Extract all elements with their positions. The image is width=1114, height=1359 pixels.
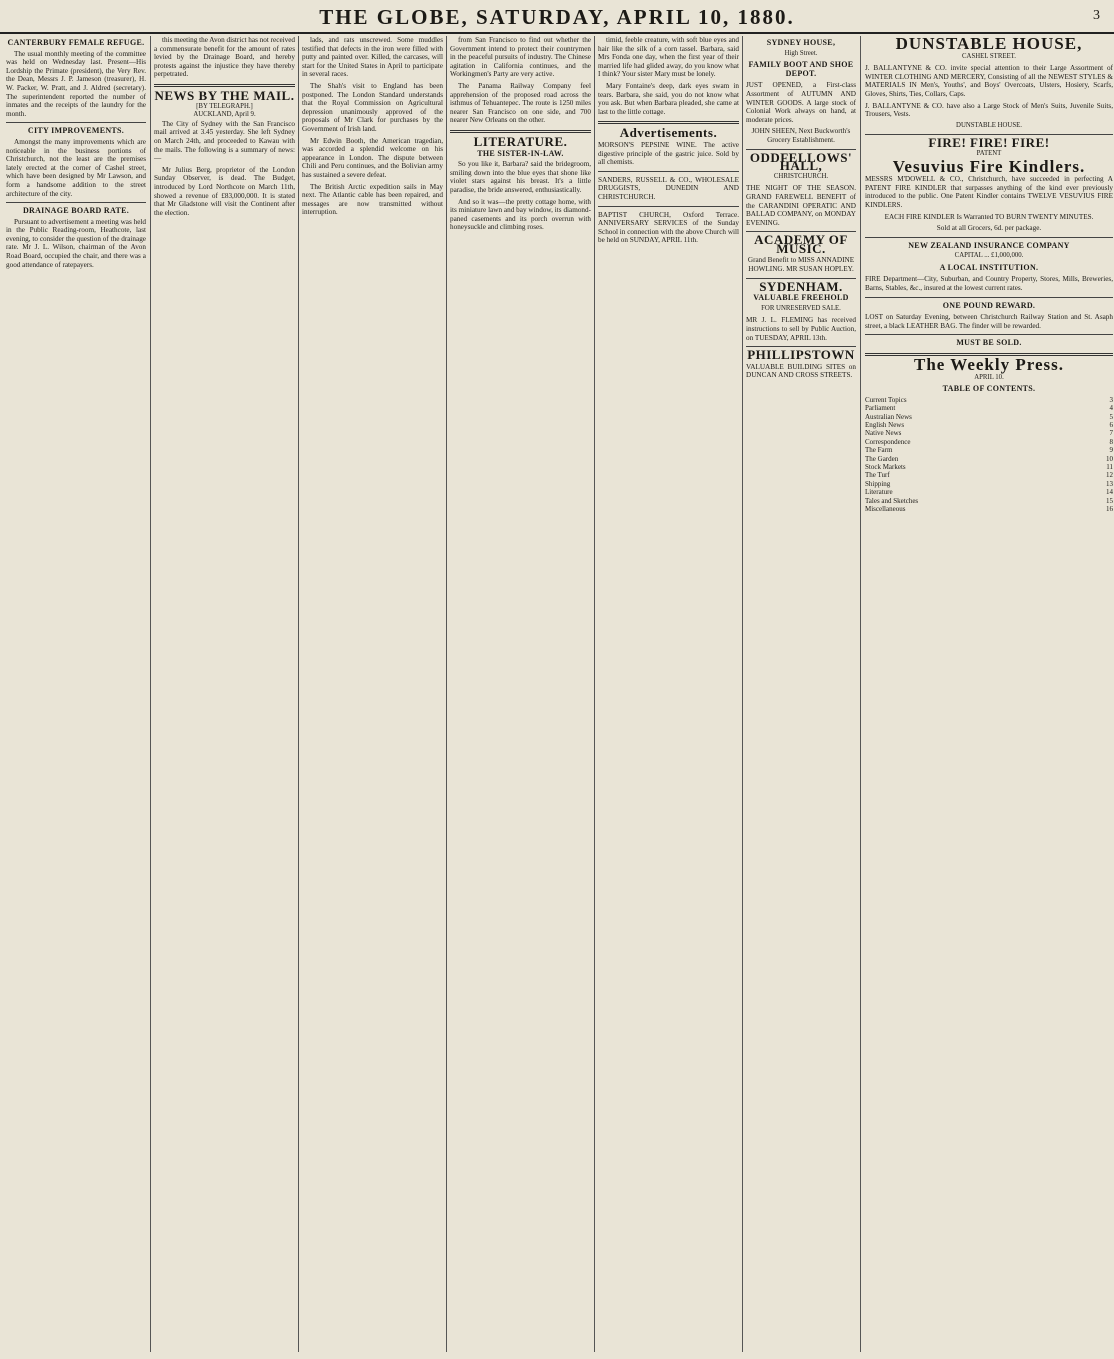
ad-heading-academy-music: ACADEMY OF MUSIC. [754,232,848,256]
toc-page: 12 [1106,471,1113,480]
ad-heading-sydenham: SYDENHAM. [759,278,843,294]
ad-body: MR J. L. FLEMING has received instructions to sell by Public Auction, on TUESDAY, APRIL 13th. [746,316,856,342]
toc-title: Miscellaneous [865,505,906,514]
toc-page: 4 [1109,404,1113,413]
divider [154,84,295,87]
heading-weekly-press: The Weekly Press. [913,355,1064,375]
ad-heading-reward: ONE POUND REWARD. [942,300,1036,310]
ad-heading-sydney-house: SYDNEY HOUSE, [766,38,836,47]
divider [865,334,1113,335]
ad-morsons-pepsine: MORSON'S PEPSINE WINE. The active digestive principle of the gastric juice. Sold by all chemists. [598,140,739,167]
toc-page: 11 [1106,463,1113,472]
toc-title: Tales and Sketches [865,496,919,505]
toc-title: English News [865,421,905,430]
ad-subheading: CASHEL STREET. [962,52,1016,60]
story-title: THE SISTER-IN-LAW. [477,148,564,158]
divider [865,297,1113,298]
heading-female-refuge: CANTERBURY FEMALE REFUGE. [7,38,145,47]
ad-heading-valuable-freehold: VALUABLE FREEHOLD [753,293,849,303]
ad-body: J. BALLANTYNE & CO. have also a Large Stock of Men's Suits, Juvenile Suits, Trousers, Vests. [865,101,1113,119]
story-paragraph: So you like it, Barbara? said the bridegroom, smiling down into the blue eyes that shone like violet stars against his breast. It's a little paradise, the bride answered, enthusiastically. [450,160,591,194]
toc-page: 9 [1109,446,1113,455]
ad-subheading: High Street. [784,49,818,57]
heading-city-improvements: CITY IMPROVEMENTS. [27,126,125,136]
ad-body: EACH FIRE KINDLER Is Warranted TO BURN TWENTY MINUTES. [884,212,1094,221]
divider [598,206,739,207]
toc-title: Current Topics [865,395,907,404]
column-2 [150,36,295,1352]
toc-page: 3 [1109,395,1113,404]
article-city-text: Amongst the many improvements which are noticeable in the business portions of Christchurch, not the least are the premises lately erected at the corner of Cashel street, which have been designed by Mr Lawson, and form a handsome addition to the street architecture of the city. [6,137,146,198]
toc-row [865,429,1113,437]
ad-heading-dunstable-house: DUNSTABLE HOUSE, [895,36,1083,53]
news-paragraph: lads, and rats unscrewed. Some muddles testified that defects in the iron were filled with putty and painted over. Killed, the carcases, will start for the United States in April to participate in several races. [302,36,443,79]
heading-drainage-rate: DRAINAGE BOARD RATE. [22,206,130,216]
toc-row [865,421,1113,429]
ad-heading-vesuvius: Vesuvius Fire Kindlers. [892,156,1086,176]
divider [598,171,739,172]
ad-body: THE NIGHT OF THE SEASON. GRAND FAREWELL BENEFIT of the CARANDINI OPERATIC AND BALLAD COMPANY, on MONDAY EVENING. [746,184,856,227]
masthead [0,0,1114,34]
dateline: AUCKLAND, April 9. [193,111,256,119]
toc-row [865,488,1113,496]
ad-subheading: DUNSTABLE HOUSE. [956,121,1022,129]
ad-heading-local-institution: A LOCAL INSTITUTION. [939,262,1039,272]
divider [865,237,1113,238]
ad-sanders-russell: SANDERS, RUSSELL & CO., WHOLESALE DRUGGISTS, DUNEDIN AND CHRISTCHURCH. [598,175,739,201]
article-avon-text: this meeting the Avon district has not received a commensurate benefit for the amount of rates levied by the Drainage Board, and hereby protests against the injustice they have thereby perpetrated. [154,36,295,79]
column-4 [446,36,591,1352]
news-paragraph: The Panama Railway Company feel apprehension of the proposed road across the isthmus of Tehuantepec. The route is 1250 miles nearer San Francisco on one side, and 700 nearer New Orleans on the other. [450,81,591,125]
toc-page: 13 [1106,479,1113,488]
telegraph-label: [BY TELEGRAPH.] [196,102,253,110]
ad-body: MESSRS M'DOWELL & CO., Christchurch, have succeeded in perfecting A PATENT FIRE KINDLER that surpasses anything of the kind ever previously introduced to the public. One Patent Kindler contains TWELVE VESUVIUS FIRE KINDLERS. [865,175,1113,209]
divider [6,202,146,203]
news-paragraph: The British Arctic expedition sails in May next. The Atlantic cable has been repaired, and messages are now transmitted without interruption. [302,182,443,217]
ad-heading-fire: FIRE! FIRE! FIRE! [928,135,1050,151]
toc-title: Correspondence [865,437,911,446]
toc-title: The Farm [865,446,893,455]
toc-title: Shipping [865,479,891,488]
toc-page: 10 [1106,454,1113,463]
article-mail-summary: Mr Julius Berg, proprietor of the London Sunday Observer, is dead. The Budget, introduced by Lord Northcote on March 11th, showed a revenue of £83,000,000. It is stated that Mr Gladstone will visit the Continent after the election. [154,165,295,217]
ad-subheading: CHRISTCHURCH. [773,172,829,180]
ad-body: JUST OPENED, a First-class Assortment of AUTUMN AND WINTER GOODS. A large stock of Colonial Work always on hand, at moderate prices. [746,81,856,124]
story-paragraph: Mary Fontaine's deep, dark eyes swam in tears. Barbara, she said, you do not know what you ask. But when Barbara pleaded, she came at last to the little cottage. [598,81,739,116]
ad-subheading: CAPITAL ... £1,000,000. [954,252,1024,260]
toc-row [865,438,1113,446]
ad-heading-must-be-sold: MUST BE SOLD. [956,338,1022,348]
divider [450,130,591,133]
ad-body: JOHN SHEEN, Next Buckworth's Grocery Establishment. [751,127,851,144]
toc-page: 6 [1109,421,1113,430]
page-number: 3 [1093,8,1100,23]
ad-body: J. BALLANTYNE & CO. invite special attention to their Large Assortment of WINTER CLOTHING AND MERCERY, Consisting of all the NEWEST STYLES & MATERIALS IN Men's, Youths', and Boys' Overcoats, Ulsters, Hosiery, Scarfs, Gloves, Shirts, Ties, Collars, Caps. [865,64,1113,98]
toc-row [865,404,1113,412]
ad-heading-insurance: NEW ZEALAND INSURANCE COMPANY [908,240,1070,250]
divider [6,122,146,123]
ad-body: Sold at all Grocers, 6d. per package. [936,224,1042,233]
story-paragraph: And so it was—the pretty cottage home, with its miniature lawn and bay window, its diamond-paned casements and its porch overrun with honeysuckle and climbing roses. [450,197,591,232]
masthead-title: THE GLOBE, SATURDAY, APRIL 10, 1880. [319,5,795,29]
toc-row [865,497,1113,505]
divider [598,121,739,124]
news-paragraph: from San Francisco to find out whether the Government intend to protect their countrymen in the peaceful pursuits of industry. The Chinese agitation in California continues, and the Workingmen's Party are very active. [450,36,591,79]
toc-row [865,471,1113,479]
story-paragraph: timid, feeble creature, with soft blue eyes and hair like the silk of a corn tassel. Barbara, said Mrs Fonda one day, when the first year of their married life had glided away, do you know what I think? Your sister Mary must be lonely. [598,36,739,79]
toc-title: Stock Markets [865,463,906,472]
toc-title: Literature [865,488,893,497]
heading-literature: LITERATURE. [473,133,568,149]
toc-row [865,413,1113,421]
toc-page: 15 [1106,496,1113,505]
ad-heading-phillipstown: PHILLIPSTOWN [747,347,855,363]
toc-page: 8 [1109,437,1113,446]
heading-table-of-contents: TABLE OF CONTENTS. [942,384,1036,394]
toc-row [865,480,1113,488]
ad-subheading: PATENT [976,149,1002,157]
ad-subheading: FOR UNRESERVED SALE. [761,304,841,312]
column-6 [742,36,856,1352]
toc-title: The Turf [865,471,890,480]
toc-title: The Garden [865,454,899,463]
article-mail-intro: The City of Sydney with the San Francisco mail arrived at 3.45 yesterday. She left Sydney on March 24th, and proceeded to Kawau with the mails. The following is a summary of news:— [154,119,295,163]
news-paragraph: Mr Edwin Booth, the American tragedian, was accorded a splendid welcome on his appearance in London. The dispute between Chili and Peru continues, and the Bolivian army has sustained a severe defeat. [302,136,443,179]
heading-advertisements: Advertisements. [619,125,718,141]
toc-title: Native News [865,429,902,438]
ad-baptist-church: BAPTIST CHURCH, Oxford Terrace. ANNIVERSARY SERVICES of the Sunday School in connection with the above Church will be held on SUNDAY, APRIL 11th. [598,210,739,245]
ad-subheading: APRIL 10. [974,373,1004,381]
column-7 [860,36,1113,1352]
column-5 [594,36,739,1352]
toc-row [865,396,1113,404]
news-paragraph: The Shah's visit to England has been postponed. The London Standard understands that the Royal Commission on Agricultural depression unanimously approved of the proposals of Mr Clark for purchases by the Government of Irish land. [302,81,443,133]
toc-title: Australian News [865,412,912,421]
article-refuge-text: The usual monthly meeting of the committee was held on Wednesday last. Present—His Lordship the Primate (president), the Very Rev. the Dean, Messrs J. P. Jameson (treasurer), H. W. Packer, W. Pratt, and J. Aldred (secretary). The superintendent reported the number of inmates and the receipts of the laundry for the month. [6,49,146,118]
toc-page: 16 [1106,505,1113,514]
table-of-contents [865,396,1113,514]
ad-body: LOST on Saturday Evening, between Christchurch Railway Station and St. Asaph street, a black LEATHER BAG. The finder will be rewarded. [865,313,1113,330]
heading-news-by-mail: NEWS BY THE MAIL. [154,87,295,103]
toc-row [865,446,1113,454]
toc-row [865,463,1113,471]
toc-page: 5 [1109,412,1113,421]
ad-body: FIRE Department—City, Suburban, and Country Property, Stores, Mills, Breweries, Barns, Stables, &c., insured at the lowest current rates. [865,275,1113,293]
toc-row [865,455,1113,463]
toc-page: 7 [1109,429,1113,438]
article-drainage-text: Pursuant to advertisement a meeting was held in the Public Reading-room, Heathcote, last evening, to consider the question of the drainage rate. Mr J. L. Wilson, chairman of the Avon Road Board, occupied the chair, and there was a good attendance of ratepayers. [6,217,146,269]
toc-row [865,505,1113,513]
column-1 [6,36,146,1352]
ad-body: VALUABLE BUILDING SITES on DUNCAN AND CROSS STREETS. [746,362,856,380]
ad-body: Grand Benefit to MISS ANNADINE HOWLING. MR SUSAN HOPLEY. [747,256,855,274]
toc-page: 14 [1106,488,1113,497]
column-3 [298,36,443,1352]
ad-heading-boot-depot: FAMILY BOOT AND SHOE DEPOT. [748,60,854,78]
toc-title: Parliament [865,404,896,413]
ad-heading-oddfellows-hall: ODDFELLOWS' HALL, [749,149,853,174]
